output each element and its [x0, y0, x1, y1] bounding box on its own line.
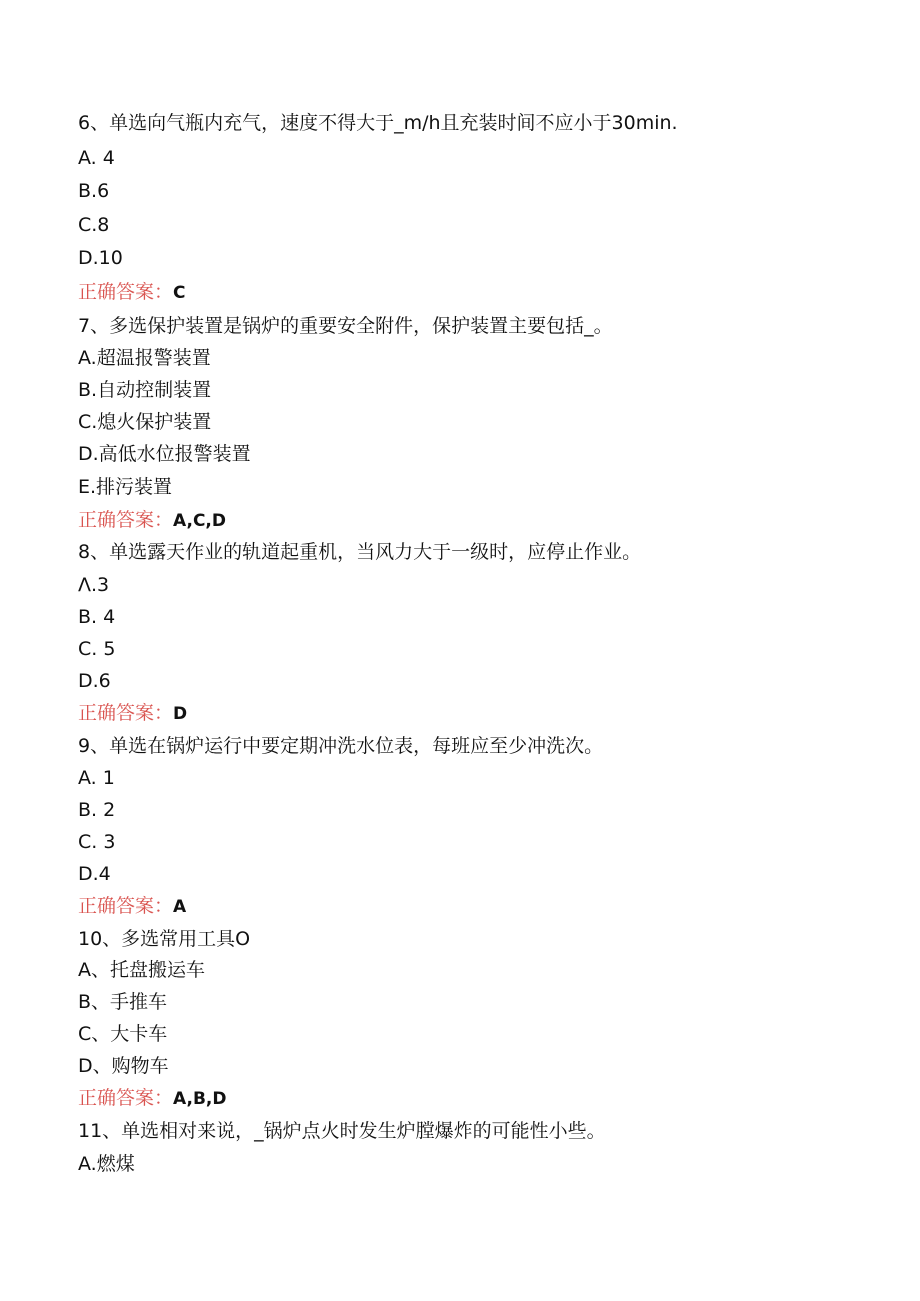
- option: C. 5: [78, 638, 116, 660]
- option: Λ.3: [78, 574, 110, 596]
- answer-value: D: [173, 704, 188, 724]
- answer-row: [78, 893, 186, 920]
- question-stem: 10、多选常用工具O: [78, 928, 251, 950]
- option: A. 1: [78, 767, 115, 789]
- answer-value: C: [173, 283, 186, 303]
- question-stem: 11、单选相对来说，_锅炉点火时发生炉膛爆炸的可能性小些。: [78, 1120, 606, 1142]
- option: C.8: [78, 214, 110, 236]
- answer-row: [78, 507, 226, 534]
- option: D、购物车: [78, 1055, 169, 1077]
- answer-row: [78, 1085, 226, 1112]
- option: C. 3: [78, 831, 116, 853]
- answer-label: 正确答案：: [78, 1087, 174, 1109]
- option: B.自动控制装置: [78, 379, 212, 401]
- question-stem: 9、单选在锅炉运行中要定期冲洗水位表，每班应至少冲洗次。: [78, 735, 604, 757]
- answer-label: 正确答案：: [78, 702, 174, 724]
- option: B、手推车: [78, 991, 168, 1013]
- answer-label: 正确答案：: [78, 509, 174, 531]
- answer-label: 正确答案：: [78, 895, 174, 917]
- option: B. 4: [78, 606, 116, 628]
- option: D.10: [78, 247, 123, 269]
- option: A.燃煤: [78, 1153, 135, 1175]
- answer-value: A,C,D: [173, 511, 226, 531]
- answer-value: A: [173, 897, 187, 917]
- answer-row: [78, 700, 187, 727]
- option: C.熄火保护装置: [78, 411, 212, 433]
- answer-label: 正确答案：: [78, 281, 174, 303]
- option: C、大卡车: [78, 1023, 168, 1045]
- question-stem: 6、单选向气瓶内充气，速度不得大于_m/h且充装时间不应小于30min.: [78, 112, 678, 134]
- answer-row: [78, 279, 186, 306]
- option: A. 4: [78, 147, 115, 169]
- option: D.4: [78, 863, 111, 885]
- option: A、托盘搬运车: [78, 959, 205, 981]
- option: E.排污装置: [78, 476, 173, 498]
- question-stem: 8、单选露天作业的轨道起重机，当风力大于一级时，应停止作业。: [78, 541, 642, 563]
- option: D.6: [78, 670, 111, 692]
- answer-value: A,B,D: [173, 1089, 227, 1109]
- option: A.超温报警装置: [78, 347, 211, 369]
- question-stem: 7、多选保护装置是锅炉的重要安全附件，保护装置主要包括_。: [78, 315, 613, 337]
- option: B. 2: [78, 799, 116, 821]
- option: D.高低水位报警装置: [78, 443, 251, 465]
- option: B.6: [78, 180, 110, 202]
